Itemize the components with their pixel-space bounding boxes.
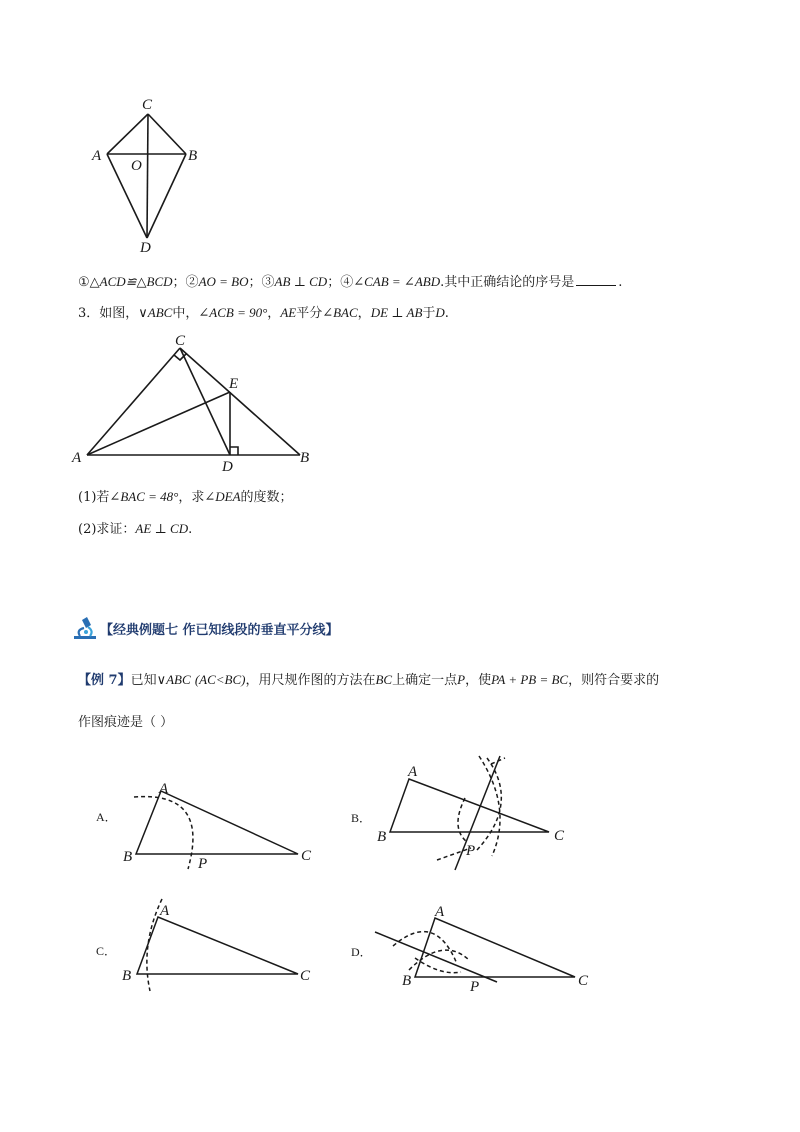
option-d-vertex-c: C <box>578 973 589 989</box>
tri-label-e: E <box>229 376 239 392</box>
q3-cond2a: AE <box>280 305 297 320</box>
option-d-figure[interactable] <box>345 900 605 1000</box>
sub1-math2: ∠DEA <box>204 489 241 504</box>
sub2-prefix: (2)求证： <box>78 522 136 537</box>
option-c-label: C． <box>96 944 117 958</box>
ex7-t5: ，则符合要求的 <box>568 673 660 688</box>
ex7-m2: (AC<BC) <box>194 672 246 687</box>
kite-label-a: A <box>92 148 102 164</box>
q2-end: . <box>618 275 623 290</box>
option-d-vertex-a: A <box>435 904 445 920</box>
example7-tag: 【例 7】 <box>78 673 131 688</box>
option-a-vertex-p: P <box>198 856 208 872</box>
option-c-vertex-b: B <box>122 968 132 984</box>
opt4-prefix: ；④ <box>327 275 354 290</box>
option-c-vertex-a: A <box>160 903 170 919</box>
q2-tail: .其中正确结论的序号是 <box>440 275 575 290</box>
kite-label-c: C <box>142 97 153 113</box>
sub1-end: 的度数； <box>240 490 293 505</box>
q3-prefix: 3．如图， <box>78 306 139 321</box>
q3-mid3: 于 <box>422 306 436 321</box>
option-b-vertex-a: A <box>408 764 418 780</box>
q3-sub1 <box>78 488 293 507</box>
opt1-prefix: ① <box>78 275 90 290</box>
q3-cond1: ∠ACB = 90° <box>198 305 268 320</box>
sub2-end: . <box>188 522 193 537</box>
answer-blank[interactable] <box>576 273 616 286</box>
option-b-vertex-p: P <box>466 843 476 859</box>
ex7-t2: ，用尺规作图的方法在 <box>245 673 376 688</box>
sub1-mid: ，求 <box>178 490 205 505</box>
option-a-label: A． <box>96 810 117 824</box>
option-d-vertex-b: B <box>402 973 412 989</box>
example7-line2: 作图痕迹是（ ） <box>78 715 174 730</box>
q3-sep2: ， <box>357 306 371 321</box>
q3-sep1: ， <box>267 306 281 321</box>
section-title: 【经典例题七 作已知线段的垂直平分线】 <box>100 623 339 638</box>
option-b-vertex-b: B <box>377 829 387 845</box>
ex7-t3: 上确定一点 <box>392 673 458 688</box>
q3-sub2 <box>78 520 192 539</box>
q3-cond3: DE ⊥ AB <box>370 305 423 320</box>
kite-label-b: B <box>188 148 198 164</box>
option-c-vertex-c: C <box>300 968 311 984</box>
opt3-prefix: ；③ <box>248 275 275 290</box>
opt1-math: △ACD≌△BCD <box>89 274 173 289</box>
tri-label-b: B <box>300 450 310 466</box>
triangle-figure <box>68 328 328 478</box>
example7-line1 <box>78 671 659 690</box>
tri-label-d: D <box>222 459 233 475</box>
kite-label-d: D <box>140 240 151 256</box>
option-b-vertex-c: C <box>554 828 565 844</box>
option-d-vertex-p: P <box>470 979 480 995</box>
q3-end: . <box>444 306 449 321</box>
sub2-math: AE ⊥ CD <box>135 521 189 536</box>
q2-options-line <box>78 273 622 292</box>
kite-label-o: O <box>131 158 142 174</box>
ex7-t1: 已知 <box>130 673 157 688</box>
opt4-math: ∠CAB = ∠ABD <box>353 274 441 289</box>
sub1-prefix: (1)若 <box>78 490 110 505</box>
option-c-figure[interactable] <box>90 895 330 995</box>
ex7-m3: BC <box>375 672 393 687</box>
q3-cond2b: ∠BAC <box>322 305 358 320</box>
q3-triangle: ∨ABC <box>138 305 173 320</box>
tri-label-a: A <box>72 450 82 466</box>
opt3-math: AB ⊥ CD <box>274 274 328 289</box>
ex7-t4: ，使 <box>465 673 492 688</box>
q3-cond3b: D <box>435 305 445 320</box>
tri-label-c: C <box>175 333 186 349</box>
option-b-figure[interactable] <box>345 738 595 878</box>
option-a-vertex-c: C <box>301 848 312 864</box>
microscope-icon <box>72 616 100 640</box>
ex7-m4: P <box>457 672 466 687</box>
ex7-m5: PA + PB = BC <box>491 672 569 687</box>
opt2-math: AO = BO <box>198 274 249 289</box>
option-d-label: D． <box>351 945 372 959</box>
q3-intro <box>78 304 449 323</box>
option-a-vertex-b: B <box>123 849 133 865</box>
q3-mid2: 平分 <box>296 306 323 321</box>
opt2-prefix: ；② <box>172 275 199 290</box>
ex7-m1: ∨ABC <box>156 672 191 687</box>
option-a-vertex-a: A <box>159 781 169 797</box>
option-a-figure[interactable] <box>90 775 330 885</box>
sub1-math: ∠BAC = 48° <box>109 489 179 504</box>
q3-mid1: 中， <box>172 306 199 321</box>
option-b-label: B． <box>351 811 372 825</box>
kite-figure <box>80 90 220 260</box>
